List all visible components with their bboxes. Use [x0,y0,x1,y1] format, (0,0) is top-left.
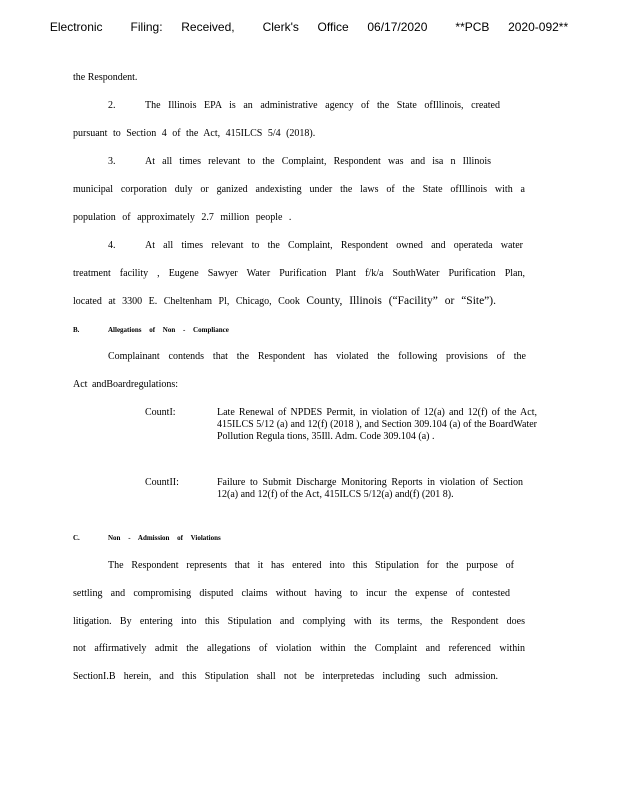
para-3-line-2: municipal corporation duly or ganized andexisting under the laws of the State ofIllinois with a [73,184,525,195]
section-c-line-2: settling and compromising disputed claims without having to incur the expense of contested [73,588,510,599]
para-2-number: 2. [108,100,116,111]
section-b-line-1: Complainant contends that the Respondent has violated the following provisions of the [108,351,526,362]
count-1-text: Late Renewal of NPDES Permit, in violation of 12(a) and 12(f) of the Act, 415ILCS 5/12 (a) and 12(f) (2018 ), and Section 309.104 (a) of the BoardWater Pollution Regula tions, 35Ill. Adm. Code 309.104 (a) . [217,407,537,442]
section-c-line-3: litigation. By entering into this Stipulation and complying with its terms, the Respondent does [73,616,525,627]
line-respondent: the Respondent. [73,72,138,83]
para-2-line-1: The Illinois EPA is an administrative agency of the State ofIllinois, created [145,100,500,111]
count-1-label: CountI: [145,407,176,418]
para-4-line-3: located at 3300 E. Cheltenham Pl, Chicago, Cook County, Illinois (“Facility” or “Site”). [73,295,496,307]
section-c-line-4: not affirmatively admit the allegations of violation within the Complaint and referenced within [73,643,525,654]
count-2-text: Failure to Submit Discharge Monitoring Reports in violation of Section 12(a) and 12(f) of the Act, 415ILCS 5/12(a) and(f) (201 8). [217,477,523,500]
section-c-line-1: The Respondent represents that it has entered into this Stipulation for the purpose of [108,560,514,571]
section-c-line-5: SectionI.B herein, and this Stipulation shall not be interpretedas including such admission. [73,671,498,682]
para-3-line-1: At all times relevant to the Complaint, Respondent was and isa n Illinois [145,156,491,167]
section-c-title: Non - Admission of Violations [108,534,221,542]
para-2-line-2: pursuant to Section 4 of the Act, 415ILCS 5/4 (2018). [73,128,316,139]
para-4-line-1: At all times relevant to the Complaint, Respondent owned and operateda water [145,240,523,251]
section-b-title: Allegations of Non - Compliance [108,326,229,334]
section-b-letter: B. [73,326,80,334]
para-3-line-3: population of approximately 2.7 million people . [73,212,292,223]
para-4-number: 4. [108,240,116,251]
para-3-number: 3. [108,156,116,167]
section-c-letter: C. [73,534,80,542]
efiling-header: Electronic Filing: Received, Clerk's Office 06/17/2020 **PCB 2020-092** [49,20,569,34]
para-4-line-2: treatment facility , Eugene Sawyer Water Purification Plant f/k/a SouthWater Purification Plan, [73,268,525,279]
section-b-line-2: Act andBoardregulations: [73,379,179,390]
para-4-facility: County, Illinois (“Facility” or “Site”). [306,295,496,307]
count-2-label: CountII: [145,477,179,488]
